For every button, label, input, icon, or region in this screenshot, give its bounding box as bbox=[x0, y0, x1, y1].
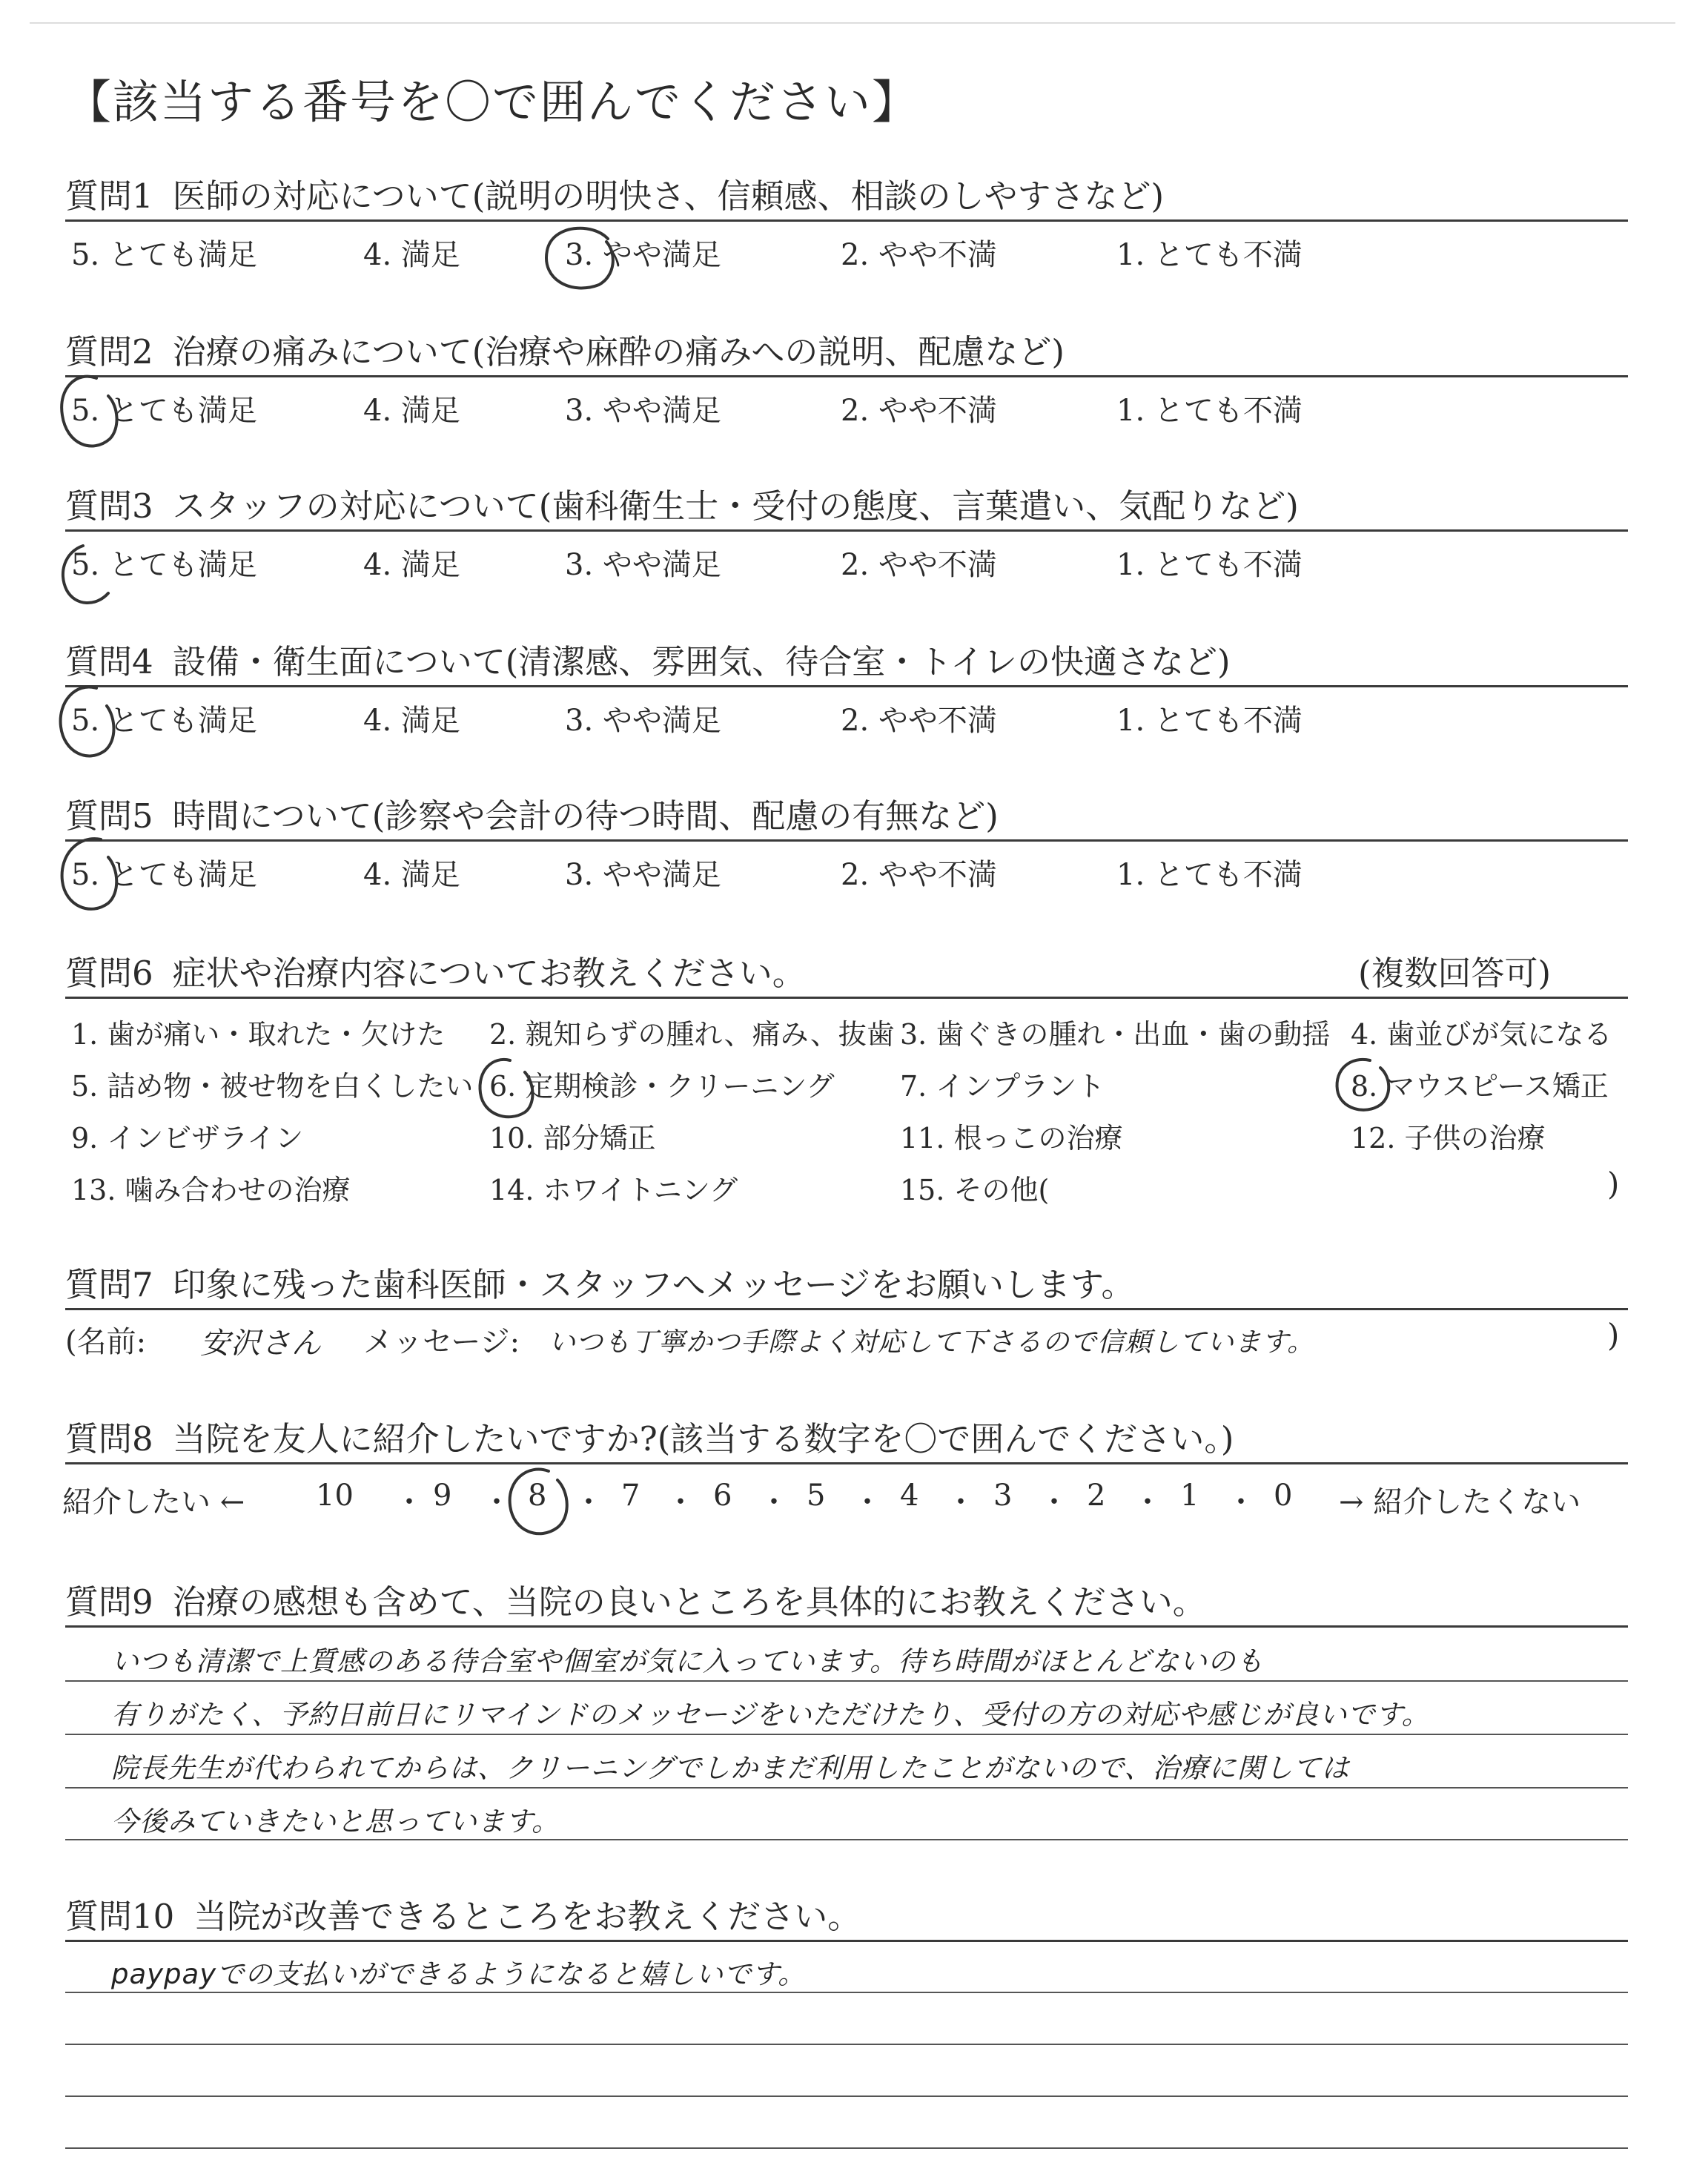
divider bbox=[65, 1625, 1628, 1628]
question-6-heading bbox=[65, 946, 806, 994]
scale-dot: ・ bbox=[482, 1485, 512, 1519]
question-text: 当院を友人に紹介したいですか?(該当する数字を〇で囲んでください。) bbox=[172, 1419, 1234, 1459]
q6-option-1[interactable]: 1. 歯が痛い・取れた・欠けた bbox=[71, 1018, 446, 1051]
answer-line bbox=[65, 1992, 1628, 1993]
question-2-heading bbox=[65, 325, 1065, 373]
scan-edge-line bbox=[30, 22, 1675, 24]
question-number: 質問10 bbox=[65, 1897, 175, 1936]
question-text: 医師の対応について(説明の明快さ、信頼感、相談のしやすさなど) bbox=[172, 176, 1165, 216]
question-text: 設備・衛生面について(清潔感、雰囲気、待合室・トイレの快適さなど) bbox=[172, 642, 1231, 681]
divider bbox=[65, 1462, 1628, 1464]
q2-option-5[interactable]: 5. とても満足 bbox=[71, 394, 257, 428]
q4-option-4[interactable]: 4. 満足 bbox=[363, 704, 460, 738]
divider bbox=[65, 219, 1628, 222]
q6-option-9[interactable]: 9. インビザライン bbox=[71, 1122, 304, 1155]
question-text: 症状や治療内容についてお教えください。 bbox=[172, 954, 806, 993]
q6-option-14[interactable]: 14. ホワイトニング bbox=[489, 1174, 738, 1206]
multiple-answer-note: (複数回答可) bbox=[1358, 954, 1552, 993]
q5-option-2[interactable]: 2. やや不満 bbox=[841, 858, 997, 892]
q10-answer-line-1[interactable]: paypayでの支払いができるようになると嬉しいです。 bbox=[111, 1958, 807, 1990]
question-text: スタッフの対応について(歯科衛生士・受付の態度、言葉遣い、気配りなど) bbox=[172, 486, 1299, 526]
close-paren: ) bbox=[1607, 1317, 1620, 1353]
q3-option-2[interactable]: 2. やや不満 bbox=[841, 548, 997, 582]
page-title: 【該当する番号を〇で囲んでください】 bbox=[65, 75, 920, 129]
q1-option-5[interactable]: 5. とても満足 bbox=[71, 238, 257, 272]
q3-option-3[interactable]: 3. やや満足 bbox=[565, 548, 721, 582]
question-text: 当院が改善できるところをお教えください。 bbox=[193, 1897, 861, 1936]
divider bbox=[65, 685, 1628, 687]
q6-option-4[interactable]: 4. 歯並びが気になる bbox=[1351, 1018, 1612, 1051]
question-8-heading bbox=[65, 1412, 1234, 1460]
scale-value-0[interactable]: 0 bbox=[1274, 1479, 1293, 1513]
scale-value-7[interactable]: 7 bbox=[621, 1479, 640, 1513]
q2-option-2[interactable]: 2. やや不満 bbox=[841, 394, 997, 428]
q2-option-1[interactable]: 1. とても不満 bbox=[1116, 394, 1302, 428]
q6-option-11[interactable]: 11. 根っこの治療 bbox=[900, 1122, 1123, 1155]
answer-line bbox=[65, 1839, 1628, 1840]
q4-option-2[interactable]: 2. やや不満 bbox=[841, 704, 997, 738]
q5-option-5[interactable]: 5. とても満足 bbox=[71, 858, 257, 892]
q9-answer-line-4[interactable]: 今後みていきたいと思っています。 bbox=[111, 1806, 560, 1837]
q6-option-8[interactable]: 8. マウスピース矯正 bbox=[1351, 1070, 1609, 1103]
scale-right-label: → 紹介したくない bbox=[1339, 1485, 1581, 1519]
divider bbox=[65, 1308, 1628, 1310]
q6-option-7[interactable]: 7. インプラント bbox=[900, 1070, 1105, 1103]
q9-answer-line-3[interactable]: 院長先生が代わられてからは、クリーニングでしかまだ利用したことがないので、治療に関しては bbox=[111, 1752, 1350, 1784]
scale-dot: ・ bbox=[1226, 1485, 1256, 1519]
q6-option-6[interactable]: 6. 定期検診・クリーニング bbox=[489, 1070, 835, 1103]
divider bbox=[65, 1940, 1628, 1942]
scale-dot: ・ bbox=[574, 1485, 603, 1519]
q5-option-3[interactable]: 3. やや満足 bbox=[565, 858, 721, 892]
question-number: 質問9 bbox=[65, 1582, 153, 1622]
answer-line bbox=[65, 1787, 1628, 1789]
q9-answer-line-1[interactable]: いつも清潔で上質感のある待合室や個室が気に入っています。待ち時間がほとんどないのも bbox=[111, 1645, 1265, 1677]
question-number: 質問6 bbox=[65, 954, 153, 993]
q6-option-10[interactable]: 10. 部分矯正 bbox=[489, 1122, 656, 1155]
divider bbox=[65, 997, 1628, 999]
q1-option-2[interactable]: 2. やや不満 bbox=[841, 238, 997, 272]
question-number: 質問4 bbox=[65, 642, 153, 681]
answer-line bbox=[65, 1734, 1628, 1735]
q1-option-4[interactable]: 4. 満足 bbox=[363, 238, 460, 272]
scale-value-9[interactable]: 9 bbox=[433, 1479, 452, 1513]
q9-answer-line-2[interactable]: 有りがたく、予約日前日にリマインドのメッセージをいただけたり、受付の方の対応や感じが良いです。 bbox=[111, 1699, 1430, 1731]
scale-value-8[interactable]: 8 bbox=[528, 1479, 547, 1513]
q6-option-15[interactable]: 15. その他( bbox=[900, 1174, 1050, 1206]
question-text: 時間について(診察や会計の待つ時間、配慮の有無など) bbox=[172, 796, 999, 836]
q7-message-value[interactable]: いつも丁寧かつ手際よく対応して下さるので信頼しています。 bbox=[549, 1327, 1315, 1358]
q6-option-13[interactable]: 13. 噛み合わせの治療 bbox=[71, 1174, 351, 1206]
q4-option-1[interactable]: 1. とても不満 bbox=[1116, 704, 1302, 738]
q5-option-4[interactable]: 4. 満足 bbox=[363, 858, 460, 892]
q1-option-3[interactable]: 3. やや満足 bbox=[565, 238, 721, 272]
scale-value-2[interactable]: 2 bbox=[1087, 1479, 1106, 1513]
answer-line bbox=[65, 2147, 1628, 2149]
question-text: 印象に残った歯科医師・スタッフへメッセージをお願いします。 bbox=[172, 1265, 1135, 1304]
scale-value-6[interactable]: 6 bbox=[713, 1479, 732, 1513]
scale-dot: ・ bbox=[946, 1485, 976, 1519]
q2-option-3[interactable]: 3. やや満足 bbox=[565, 394, 721, 428]
scale-value-4[interactable]: 4 bbox=[900, 1479, 919, 1513]
q6-option-2[interactable]: 2. 親知らずの腫れ、痛み、抜歯 bbox=[489, 1018, 895, 1051]
divider bbox=[65, 529, 1628, 532]
scale-value-3[interactable]: 3 bbox=[993, 1479, 1013, 1513]
q2-option-4[interactable]: 4. 満足 bbox=[363, 394, 460, 428]
scale-dot: ・ bbox=[853, 1485, 882, 1519]
q7-message-label: メッセージ: bbox=[363, 1325, 520, 1359]
question-number: 質問8 bbox=[65, 1419, 153, 1459]
q6-option-3[interactable]: 3. 歯ぐきの腫れ・出血・歯の動揺 bbox=[900, 1018, 1331, 1051]
question-number: 質問7 bbox=[65, 1265, 153, 1304]
close-paren: ) bbox=[1607, 1166, 1620, 1202]
answer-line bbox=[65, 2044, 1628, 2045]
question-number: 質問3 bbox=[65, 486, 153, 526]
question-number: 質問5 bbox=[65, 796, 153, 836]
q6-option-12[interactable]: 12. 子供の治療 bbox=[1351, 1122, 1546, 1155]
question-text: 治療の感想も含めて、当院の良いところを具体的にお教えください。 bbox=[172, 1582, 1206, 1622]
question-text: 治療の痛みについて(治療や麻酔の痛みへの説明、配慮など) bbox=[172, 332, 1065, 371]
question-number: 質問1 bbox=[65, 176, 153, 216]
q3-option-4[interactable]: 4. 満足 bbox=[363, 548, 460, 582]
scale-dot: ・ bbox=[759, 1485, 789, 1519]
scale-dot: ・ bbox=[1039, 1485, 1069, 1519]
question-1-heading bbox=[65, 169, 1164, 217]
question-number: 質問2 bbox=[65, 332, 153, 371]
scale-dot: ・ bbox=[1133, 1485, 1162, 1519]
q1-option-1[interactable]: 1. とても不満 bbox=[1116, 238, 1302, 272]
divider bbox=[65, 375, 1628, 377]
scale-left-label: 紹介したい ← bbox=[62, 1485, 245, 1519]
divider bbox=[65, 839, 1628, 842]
scale-dot: ・ bbox=[394, 1485, 424, 1519]
question-3-heading bbox=[65, 479, 1299, 527]
q3-option-5[interactable]: 5. とても満足 bbox=[71, 548, 257, 582]
q4-option-3[interactable]: 3. やや満足 bbox=[565, 704, 721, 738]
question-5-heading bbox=[65, 789, 999, 837]
question-9-heading bbox=[65, 1575, 1206, 1623]
q5-option-1[interactable]: 1. とても不満 bbox=[1116, 858, 1302, 892]
question-10-heading bbox=[65, 1889, 861, 1938]
q6-option-5[interactable]: 5. 詰め物・被せ物を白くしたい bbox=[71, 1070, 474, 1103]
scale-value-10[interactable]: 10 bbox=[316, 1479, 354, 1513]
q3-option-1[interactable]: 1. とても不満 bbox=[1116, 548, 1302, 582]
scale-value-1[interactable]: 1 bbox=[1180, 1479, 1199, 1513]
question-7-heading bbox=[65, 1258, 1134, 1306]
answer-line bbox=[65, 2095, 1628, 2097]
scale-value-5[interactable]: 5 bbox=[807, 1479, 826, 1513]
q4-option-5[interactable]: 5. とても満足 bbox=[71, 704, 257, 738]
q7-name-value[interactable]: 安沢さん bbox=[200, 1327, 322, 1361]
q7-name-label: (名前: bbox=[65, 1325, 147, 1359]
answer-line bbox=[65, 1680, 1628, 1682]
scale-dot: ・ bbox=[666, 1485, 695, 1519]
question-4-heading bbox=[65, 635, 1231, 683]
